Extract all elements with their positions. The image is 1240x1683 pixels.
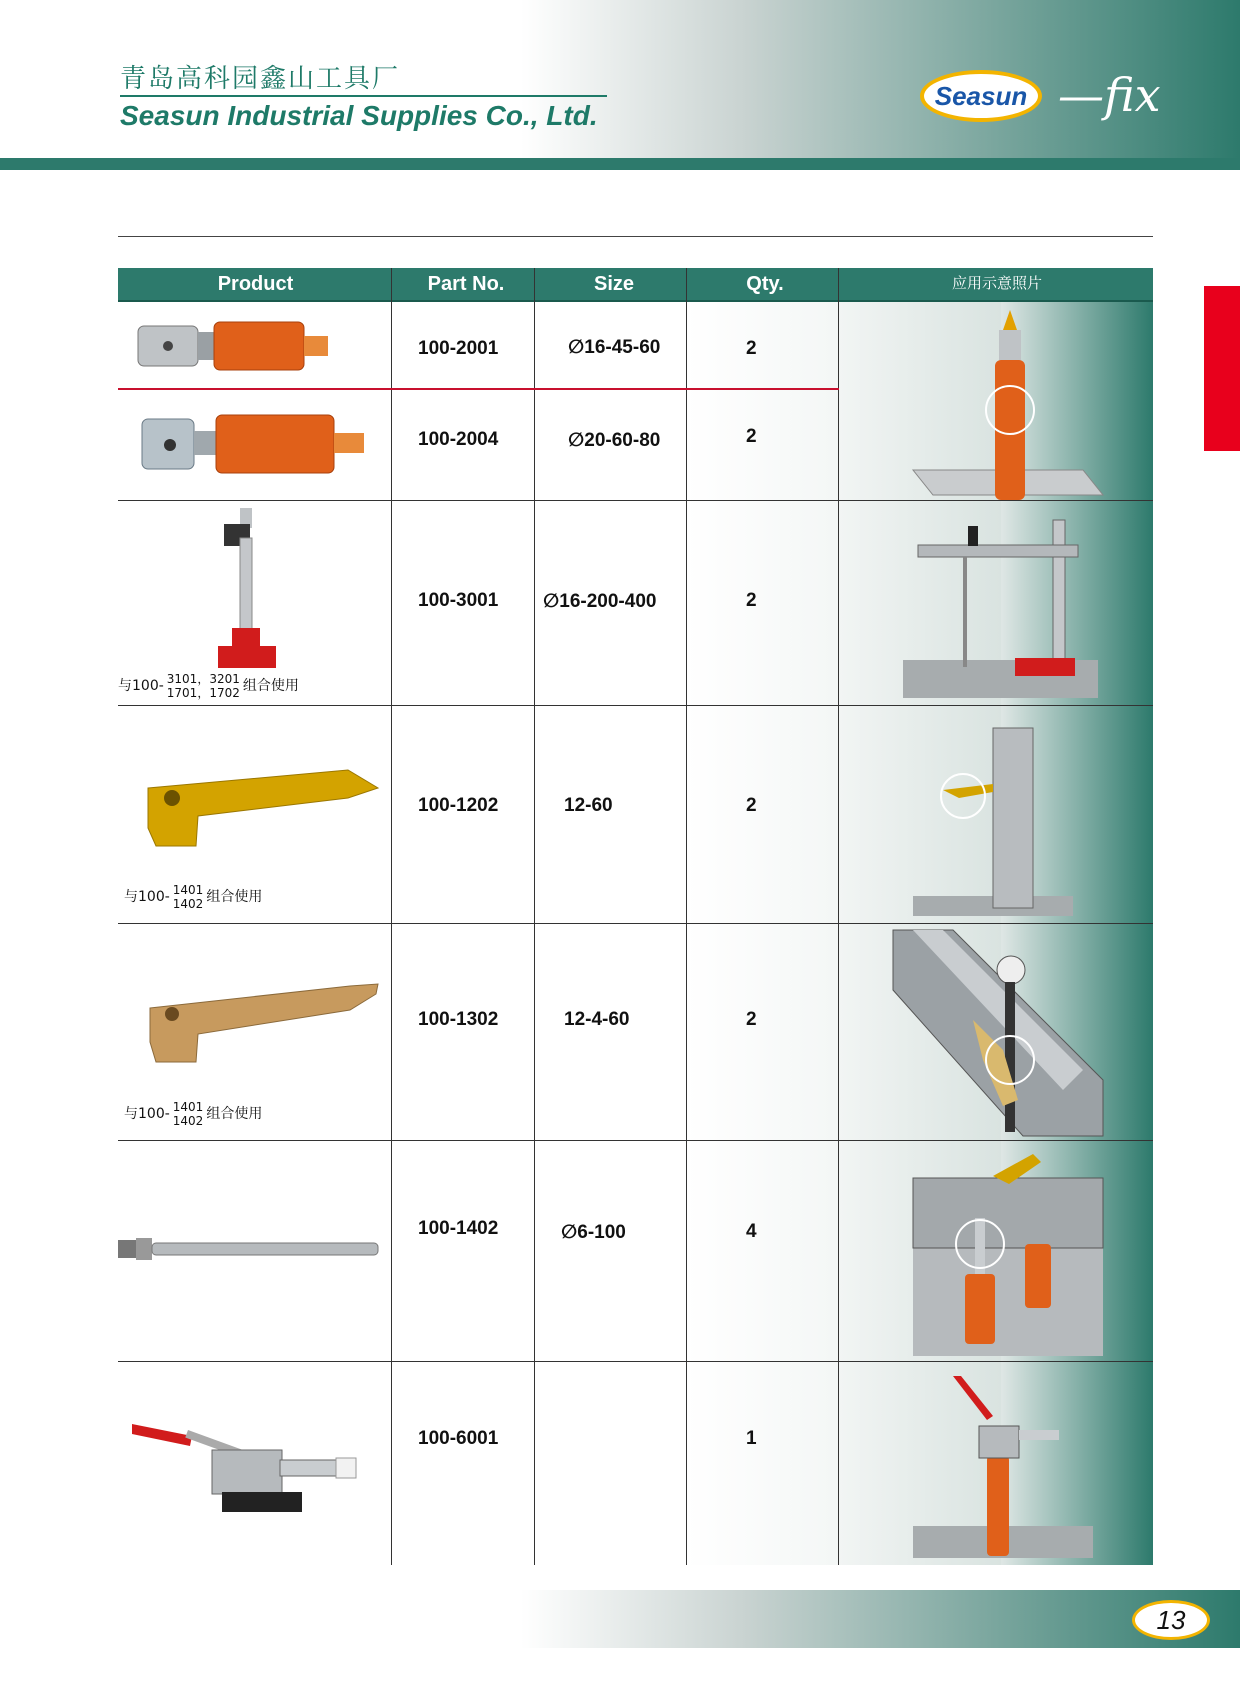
usage-note [124,883,262,911]
usage-note-prefix: 与100- [124,1106,170,1122]
toggle-clamp-image [132,1420,362,1520]
locating-pin-image [142,413,372,475]
part-number: 100-3001 [418,590,499,611]
footer-band [0,1590,1240,1648]
part-number: 100-1202 [418,795,499,816]
application-photo [903,510,1103,702]
part-number: 100-2001 [418,338,499,359]
application-photo [913,1376,1103,1561]
top-rule [118,236,1153,237]
row-divider-red [118,388,839,390]
qty-value: 2 [746,1009,757,1030]
size-value: ∅6-100 [561,1222,626,1243]
part-number: 100-1402 [418,1218,499,1239]
column-divider [534,268,535,1565]
column-header-product: Product [217,273,294,295]
usage-note-top: 1401 [172,883,204,897]
part-number: 100-6001 [418,1428,499,1449]
column-divider [686,268,687,1565]
usage-note-suffix: 组合使用 [206,1106,263,1122]
usage-note [124,1100,262,1128]
size-value: 12-4-60 [564,1009,630,1030]
header-bar [0,158,1240,170]
product-table [118,268,1153,1565]
logo-suffix: —fix [1058,68,1161,122]
usage-note-top: 1401 [172,1100,204,1114]
part-number: 100-1302 [418,1009,499,1030]
column-divider [838,300,839,1565]
row-divider [118,705,1153,706]
application-photo [893,930,1103,1136]
usage-note-top: 3101，3201 [166,672,240,686]
logo-brand: Seasun [934,80,1028,111]
qty-value: 2 [746,338,757,359]
page-number: 13 [1132,1600,1210,1640]
row-divider [118,923,1153,924]
qty-value: 2 [746,426,757,447]
qty-value: 1 [746,1428,757,1449]
seasun-logo [920,70,1042,122]
usage-note-bottom: 1402 [172,897,204,911]
qty-value: 2 [746,795,757,816]
qty-value: 4 [746,1221,757,1242]
usage-note-bottom: 1402 [172,1114,204,1128]
row-divider [118,500,1153,501]
company-name-cn: 青岛高科园鑫山工具厂 [120,64,401,94]
column-header-part-no: Part No. [427,273,505,295]
usage-note-suffix: 组合使用 [242,678,299,694]
column-header-photo: 应用示意照片 [951,274,1042,292]
size-value: ∅16-45-60 [568,337,661,358]
stop-post-image [218,508,308,673]
usage-note-prefix: 与100- [118,678,164,694]
part-number: 100-2004 [418,429,499,450]
table-header [118,268,1153,302]
row-divider [118,1361,1153,1362]
application-photo [913,300,1113,498]
size-value: ∅16-200-400 [543,591,657,612]
usage-note [118,672,299,700]
column-header-qty: Qty. [746,273,784,295]
column-divider [391,268,392,1565]
application-photo [913,1148,1108,1358]
usage-note-bottom: 1701，1702 [166,686,240,700]
locating-pin-image [138,318,338,372]
application-photo [913,718,1093,918]
size-value: ∅20-60-80 [568,430,661,451]
pin-image [118,1236,380,1262]
section-tab [1204,286,1240,451]
column-header-size: Size [593,273,635,295]
stop-lever-image [150,980,382,1066]
qty-value: 2 [746,590,757,611]
row-divider [118,1140,1153,1141]
company-name-rule [120,95,607,97]
company-name-en: Seasun Industrial Supplies Co., Ltd. [120,100,598,131]
usage-note-suffix: 组合使用 [206,889,263,905]
usage-note-prefix: 与100- [124,889,170,905]
size-value: 12-60 [564,795,613,816]
stop-lever-image [148,768,380,858]
